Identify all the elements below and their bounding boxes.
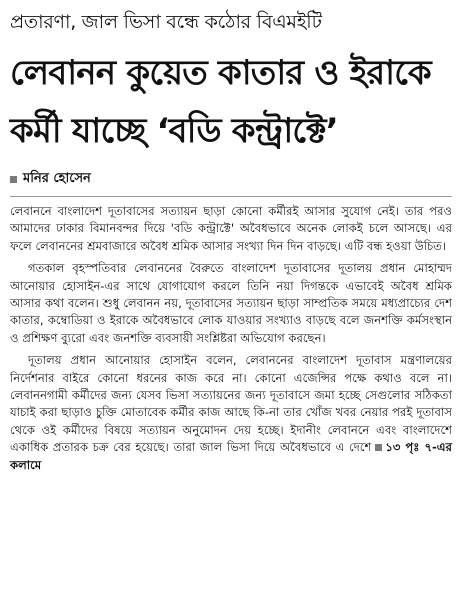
headline-line-1: লেবানন কুয়েত কাতার ও ইরাকে — [10, 53, 431, 93]
paragraph-3 — [10, 352, 452, 474]
paragraph-1: লেবাননে বাংলাদেশ দূতাবাসের সত্যায়ন ছাড়া কোনো কর্মীরই আসার সুযোগ নেই। তার পরও আমাদের ঢাকার বিমানবন্দর দিয়ে 'বডি কন্ট্রাক্টে' অবৈধভাবে অনেক লোকই চলে আসছে। এর ফলে লেবাননের শ্রমবাজারে অবৈধ শ্রমিক আসার সংখ্যা দিন দিন বাড়ছে। এটি বন্ধ হওয়া উচিত। — [10, 204, 452, 253]
headline-line-2: কর্মী যাচ্ছে ‘বডি কন্ট্রাক্টে’ — [10, 111, 338, 151]
continuation-square-icon — [375, 444, 382, 451]
divider — [10, 196, 452, 197]
byline-author: মনির হোসেন — [23, 171, 91, 186]
main-headline — [10, 44, 452, 160]
paragraph-3-text: দূতালয় প্রধান আনোয়ার হোসাইন বলেন, লেবাননের বাংলাদেশ দূতাবাস মন্ত্রণালয়ের নির্দেশনার বাইরে কোনো ধরনের কাজ করে না। কোনো এজেন্সির পক্ষে কথাও বলে না। লেবাননগামী কর্মীদের জন্য যেসব ভিসা সত্যায়নের জন্য দূতাবাসে জমা হচ্ছে সেগুলোর সঠিকতা যাচাই করা ছাড়াও চুক্তি মোতাবেক কর্মীর কাজ আছে কি-না তার খোঁজ খবর নেয়ার পরই দূতাবাস থেকে ওই কর্মীদের বিষয়ে সত্যায়ন অনুমোদন দেয় হচ্ছে। ইদানীং লেবাননে এবং বাংলাদেশে একাধিক প্রতারক চক্র বের হয়েছে। তারা জাল ভিসা দিয়ে অবৈধভাবে এ দেশে — [10, 353, 452, 455]
paragraph-2: গতকাল বৃহস্পতিবার লেবাননের বৈরুতে বাংলাদেশ দূতাবাসের দূতালয় প্রধান মোহাম্মদ আনোয়ার হোসাইন-এর সাথে যোগাযোগ করলে তিনি নয়া দিগন্তকে এভাবেই অবৈধ শ্রমিক আসার কথা বলেন। শুধু লেবানন নয়, দূতাবাসের সত্যায়ন ছাড়া সাম্প্রতিক সময়ে মধ্যপ্রাচ্যের দেশ কাতার, কম্বোডিয়া ও ইরাকে অবৈধভাবে লোক যাওয়ার সংখ্যাও বাড়ছে বলে জনশক্তি কর্মসংস্থান ও প্রশিক্ষণ ব্যুরো এবং জনশক্তি ব্যবসায়ী সংশ্লিষ্টরা অভিযোগ করছেন। — [10, 261, 452, 345]
byline-square-icon — [10, 176, 17, 183]
byline — [10, 170, 452, 188]
kicker-headline: প্রতারণা, জাল ভিসা বন্ধে কঠোর বিএমইটি — [10, 11, 322, 33]
article-body — [10, 203, 452, 474]
continuation-note: ১৩ পৃঃ ৭-এর কলামে — [10, 440, 452, 472]
